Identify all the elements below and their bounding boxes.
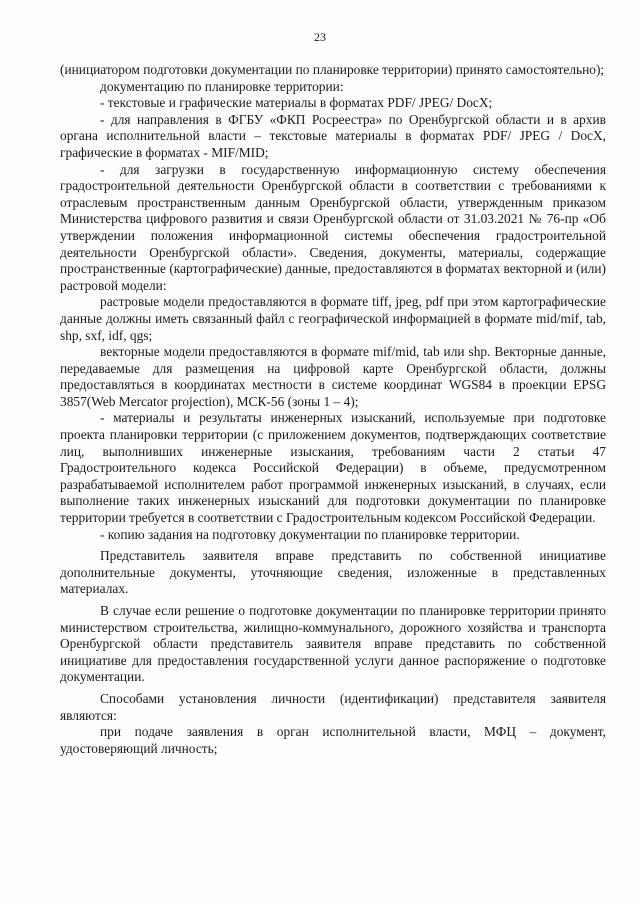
paragraph: растровые модели предоставляются в формате tiff, jpeg, pdf при этом картографические данные должны иметь связанный файл с географической информацией в формате mid/mif, tab, shp, sxf, idf, qgs; [60,294,606,343]
paragraph: - для загрузки в государственную информационную систему обеспечения градостроительной деятельности Оренбургской области в соответствии с требованиями к отраслевым пространственным данным Оренбургской области, утвержденным приказом Министерства цифрового развития и связи Оренбургской области от 31.03.2021 № 76-пр «Об утверждении положения информационной системы обеспечения градостроительной деятельности Оренбургской области». Сведения, документы, материалы, содержащие пространственные (картографические) данные, предоставляются в форматах векторной и (или) растровой модели: [60,161,606,293]
paragraph: (инициатором подготовки документации по планировке территории) принято самостоятельно); [60,62,605,77]
paragraph: - текстовые и графические материалы в форматах PDF/ JPEG/ DocX; [100,95,493,111]
paragraph: векторные модели предоставляются в формате mif/mid, tab или shp. Векторные данные, передаваемые для размещения на цифровой карте Оренбургской области, должны предоставляться в координатах местности в системе координат WGS84 в проекции EPSG 3857(Web Mercator projection), МСК-56 (зоны 1 – 4); [60,344,606,409]
paragraph: документацию по планировке территории: [100,78,344,94]
paragraph: - копию задания на подготовку документации по планировке территории. [100,526,520,542]
paragraph: В случае если решение о подготовке документации по планировке территории принято министерством строительства, жилищно-коммунального, дорожного хозяйства и транспорта Оренбургской области представитель заявителя вправе представить по собственной инициативе для предоставления государственной услуги данное распоряжение о подготовке документации. [60,603,606,685]
page-number: 23 [314,30,326,44]
paragraph: Способами установления личности (идентификации) представителя заявителя являются: [60,690,606,723]
paragraph: - материалы и результаты инженерных изысканий, используемые при подготовке проекта планировки территории (с приложением документов, подтверждающих соответствие лиц, выполнивших инженерные изыскания, требованиям части 2 статьи 47 Градостроительного кодекса Российской Федерации) в объеме, предусмотренном разрабатываемой исполнителем работ программой инженерных изысканий, в случаях, если выполнение таких инженерных изысканий для подготовки документации по планировке территории требуется в соответствии с Градостроительным кодексом Российской Федерации. [60,410,606,526]
document-body [60,62,606,757]
paragraph: при подаче заявления в орган исполнительной власти, МФЦ – документ, удостоверяющий личность; [60,724,606,756]
paragraph: Представитель заявителя вправе представить по собственной инициативе дополнительные документы, уточняющие сведения, изложенные в представленных материалах. [60,548,606,597]
paragraph: - для направления в ФГБУ «ФКП Росреестра» по Оренбургской области и в архив органа исполнительной власти – текстовые материалы в форматах PDF/ JPEG / DocX, графические в форматах - MIF/MID; [60,111,606,160]
